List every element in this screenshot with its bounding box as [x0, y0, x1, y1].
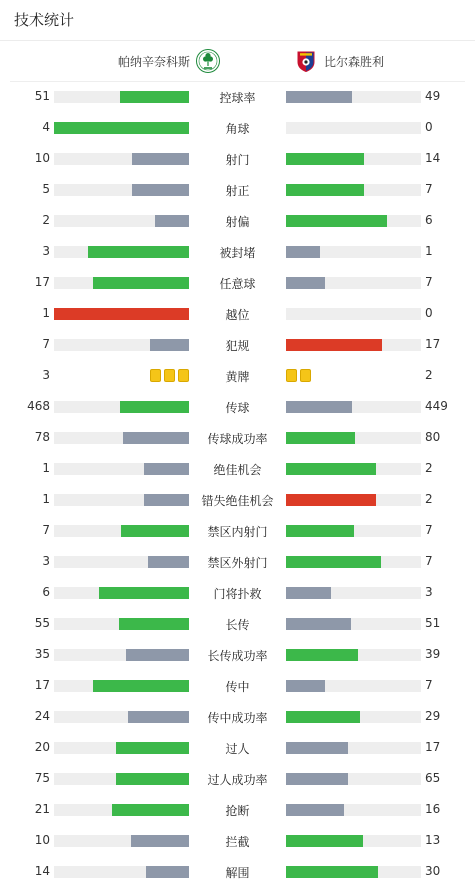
- home-stat-bar-fill: [88, 246, 189, 258]
- stat-row: [0, 205, 475, 236]
- home-stat-bar-fill: [120, 401, 189, 413]
- away-stat-bar-fill: [286, 184, 364, 196]
- away-stat-value: 6: [425, 213, 433, 227]
- stat-label: 犯规: [225, 339, 250, 353]
- away-stat-bar-track: [286, 401, 421, 413]
- away-stat-bar-fill: [286, 339, 382, 351]
- home-stat-bar-track: [54, 866, 189, 878]
- home-stat-bar-track: [54, 122, 189, 134]
- home-stat-bar-fill: [144, 494, 189, 506]
- home-stat-value: 75: [34, 771, 50, 785]
- away-stat-bar-track: [286, 618, 421, 630]
- away-stat-bar-fill: [286, 91, 352, 103]
- home-stat-bar-track: [54, 153, 189, 165]
- home-stat-bar-fill: [54, 308, 189, 320]
- home-stat-value: 17: [34, 275, 50, 289]
- home-stat-bar-track: [54, 494, 189, 506]
- stat-row: [0, 577, 475, 608]
- away-stat-bar-fill: [286, 525, 354, 537]
- stat-label: 角球: [225, 122, 250, 136]
- stat-label: 过人: [225, 742, 250, 756]
- stat-row: [0, 639, 475, 670]
- home-stat-bar-fill: [131, 835, 189, 847]
- away-stat-bar-track: [286, 184, 421, 196]
- away-stat-bar-track: [286, 215, 421, 227]
- stat-row: [0, 484, 475, 515]
- away-stat-bar-fill: [286, 711, 360, 723]
- stat-row: [0, 608, 475, 639]
- home-stat-bar-track: [54, 401, 189, 413]
- away-stat-bar-track: [286, 649, 421, 661]
- stat-row: [0, 422, 475, 453]
- home-stat-bar-track: [54, 308, 189, 320]
- away-stat-bar-track: [286, 339, 421, 351]
- home-stat-bar-track: [54, 463, 189, 475]
- stat-row: [0, 143, 475, 174]
- away-stat-value: 7: [425, 523, 433, 537]
- away-stat-bar-fill: [286, 246, 320, 258]
- stat-row: [0, 174, 475, 205]
- home-stat-value: 14: [34, 864, 50, 878]
- home-stat-bar-track: [54, 587, 189, 599]
- home-stat-bar-track: [54, 339, 189, 351]
- home-stat-bar-fill: [123, 432, 189, 444]
- home-stat-value: 1: [42, 492, 50, 506]
- home-stat-bar-track: [54, 711, 189, 723]
- home-stat-bar-track: [54, 835, 189, 847]
- stat-row: [0, 112, 475, 143]
- home-stat-bar-track: [54, 184, 189, 196]
- stat-label: 射门: [225, 153, 250, 167]
- stat-row: [0, 856, 475, 887]
- away-stat-value: 39: [425, 647, 441, 661]
- home-stat-bar-fill: [144, 463, 189, 475]
- away-stat-bar-track: [286, 742, 421, 754]
- home-stat-bar-track: [54, 618, 189, 630]
- stat-row: [0, 81, 475, 112]
- home-stat-bar-fill: [120, 91, 189, 103]
- stat-row: [0, 825, 475, 856]
- away-stat-bar-fill: [286, 556, 381, 568]
- stat-label: 越位: [225, 308, 250, 322]
- home-stat-value: 468: [27, 399, 50, 413]
- home-stat-bar-fill: [99, 587, 189, 599]
- home-stat-bar-fill: [54, 122, 189, 134]
- stat-row: [0, 360, 475, 391]
- away-stat-value: 0: [425, 306, 433, 320]
- away-stat-value: 30: [425, 864, 441, 878]
- away-stat-bar-track: [286, 773, 421, 785]
- away-stat-bar-track: [286, 463, 421, 475]
- home-stat-bar-track: [54, 525, 189, 537]
- away-stat-bar-fill: [286, 804, 344, 816]
- home-stat-bar-fill: [93, 277, 189, 289]
- home-stat-value: 2: [42, 213, 50, 227]
- home-stat-value: 1: [42, 306, 50, 320]
- away-stat-value: 80: [425, 430, 441, 444]
- yellow-card-icon: [300, 369, 311, 382]
- away-stat-bar-track: [286, 308, 421, 320]
- away-stat-bar-fill: [286, 773, 348, 785]
- away-stat-value: 3: [425, 585, 433, 599]
- home-team-name: 帕纳辛奈科斯: [117, 54, 190, 69]
- away-stat-bar-fill: [286, 742, 348, 754]
- away-stat-value: 7: [425, 678, 433, 692]
- home-stat-bar-fill: [146, 866, 189, 878]
- away-yellow-cards: [286, 369, 311, 382]
- home-stat-value: 17: [34, 678, 50, 692]
- home-stat-bar-fill: [116, 742, 189, 754]
- home-stat-bar-fill: [116, 773, 189, 785]
- viktoria-plzen-crest-logo-icon: [294, 49, 318, 73]
- away-stat-bar-track: [286, 804, 421, 816]
- away-stat-value: 16: [425, 802, 441, 816]
- away-stat-value: 7: [425, 182, 433, 196]
- yellow-card-icon: [178, 369, 189, 382]
- home-stat-bar-track: [54, 277, 189, 289]
- away-stat-value: 29: [425, 709, 441, 723]
- away-team-name: 比尔森胜利: [324, 54, 385, 69]
- home-stat-bar-track: [54, 556, 189, 568]
- stat-label: 门将扑救: [213, 587, 262, 601]
- home-stat-value: 10: [34, 151, 50, 165]
- stat-row: [0, 515, 475, 546]
- home-stat-bar-fill: [128, 711, 189, 723]
- stat-label: 禁区外射门: [207, 556, 268, 570]
- away-stat-bar-track: [286, 866, 421, 878]
- away-stat-bar-fill: [286, 835, 363, 847]
- stat-row: [0, 236, 475, 267]
- home-stat-value: 51: [34, 89, 50, 103]
- stat-label: 传球: [225, 401, 250, 415]
- stat-label: 控球率: [219, 91, 256, 105]
- home-stat-value: 55: [34, 616, 50, 630]
- stat-label: 任意球: [219, 277, 256, 291]
- away-stat-bar-track: [286, 246, 421, 258]
- away-stat-bar-fill: [286, 618, 351, 630]
- stat-row: [0, 267, 475, 298]
- away-stat-bar-track: [286, 432, 421, 444]
- stat-row: [0, 701, 475, 732]
- stat-label: 传球成功率: [207, 432, 268, 446]
- away-stat-value: 1: [425, 244, 433, 258]
- home-stat-bar-track: [54, 91, 189, 103]
- away-stat-bar-track: [286, 153, 421, 165]
- stat-label: 错失绝佳机会: [201, 494, 274, 508]
- home-stat-value: 7: [42, 523, 50, 537]
- away-stat-bar-fill: [286, 587, 331, 599]
- yellow-card-icon: [164, 369, 175, 382]
- home-stat-value: 3: [42, 368, 50, 382]
- home-yellow-cards: [150, 369, 189, 382]
- home-stat-value: 6: [42, 585, 50, 599]
- away-team[interactable]: [294, 49, 384, 73]
- stat-label: 长传成功率: [207, 649, 268, 663]
- home-stat-value: 5: [42, 182, 50, 196]
- away-stat-value: 2: [425, 368, 433, 382]
- stat-row: [0, 670, 475, 701]
- stat-label: 传中成功率: [207, 711, 268, 725]
- away-stat-bar-track: [286, 587, 421, 599]
- away-stat-value: 17: [425, 337, 441, 351]
- home-stat-bar-track: [54, 742, 189, 754]
- home-stat-bar-track: [54, 649, 189, 661]
- stat-row: [0, 732, 475, 763]
- away-stat-bar-track: [286, 835, 421, 847]
- away-stat-bar-track: [286, 494, 421, 506]
- away-stat-bar-track: [286, 525, 421, 537]
- yellow-card-icon: [150, 369, 161, 382]
- home-stat-bar-fill: [150, 339, 189, 351]
- home-stat-value: 7: [42, 337, 50, 351]
- away-stat-bar-fill: [286, 649, 358, 661]
- home-stat-bar-track: [54, 680, 189, 692]
- team-header: [10, 41, 465, 82]
- stat-row: [0, 453, 475, 484]
- away-stat-bar-fill: [286, 215, 387, 227]
- home-stat-value: 4: [42, 120, 50, 134]
- away-stat-bar-track: [286, 277, 421, 289]
- away-stat-value: 2: [425, 461, 433, 475]
- away-stat-bar-track: [286, 91, 421, 103]
- home-stat-value: 3: [42, 554, 50, 568]
- home-stat-bar-fill: [93, 680, 189, 692]
- away-stat-bar-track: [286, 711, 421, 723]
- stat-label: 拦截: [225, 835, 250, 849]
- stat-row: [0, 763, 475, 794]
- home-stat-value: 10: [34, 833, 50, 847]
- stat-row: [0, 391, 475, 422]
- stat-row: [0, 298, 475, 329]
- home-stat-bar-fill: [132, 184, 189, 196]
- away-stat-value: 449: [425, 399, 448, 413]
- away-stat-value: 2: [425, 492, 433, 506]
- stat-label: 射偏: [225, 215, 250, 229]
- stat-row: [0, 794, 475, 825]
- stat-row: [0, 329, 475, 360]
- home-stat-bar-track: [54, 804, 189, 816]
- home-stat-value: 1: [42, 461, 50, 475]
- home-stat-bar-track: [54, 773, 189, 785]
- away-stat-bar-fill: [286, 401, 352, 413]
- stat-label: 抢断: [225, 804, 250, 818]
- stat-label: 禁区内射门: [207, 525, 268, 539]
- home-stat-bar-fill: [112, 804, 189, 816]
- home-stat-value: 24: [34, 709, 50, 723]
- away-stat-bar-fill: [286, 463, 376, 475]
- home-stat-value: 35: [34, 647, 50, 661]
- home-stat-bar-track: [54, 215, 189, 227]
- away-stat-bar-fill: [286, 432, 355, 444]
- stats-section-title: 技术统计: [0, 0, 475, 41]
- stat-row: [0, 546, 475, 577]
- away-stat-bar-fill: [286, 153, 364, 165]
- away-stat-value: 49: [425, 89, 441, 103]
- home-stat-value: 3: [42, 244, 50, 258]
- home-stat-bar-track: [54, 246, 189, 258]
- stat-label: 过人成功率: [207, 773, 268, 787]
- home-stat-bar-fill: [155, 215, 189, 227]
- away-stat-bar-track: [286, 122, 421, 134]
- home-stat-value: 78: [34, 430, 50, 444]
- panathinaikos-shamrock-logo-icon: [196, 49, 220, 73]
- stat-label: 黄牌: [225, 370, 250, 384]
- away-stat-value: 51: [425, 616, 441, 630]
- stats-list: [0, 81, 475, 887]
- stat-label: 绝佳机会: [213, 463, 262, 477]
- home-stat-bar-fill: [148, 556, 189, 568]
- away-stat-bar-fill: [286, 866, 378, 878]
- home-stat-bar-fill: [121, 525, 189, 537]
- away-stat-value: 7: [425, 554, 433, 568]
- home-stat-bar-track: [54, 432, 189, 444]
- stat-label: 被封堵: [219, 246, 256, 260]
- home-team[interactable]: [118, 49, 220, 73]
- away-stat-bar-fill: [286, 277, 325, 289]
- home-stat-bar-fill: [132, 153, 189, 165]
- away-stat-value: 17: [425, 740, 441, 754]
- away-stat-value: 0: [425, 120, 433, 134]
- away-stat-value: 65: [425, 771, 441, 785]
- stat-label: 射正: [225, 184, 250, 198]
- away-stat-value: 13: [425, 833, 441, 847]
- home-stat-value: 21: [34, 802, 50, 816]
- home-stat-bar-fill: [126, 649, 189, 661]
- stat-label: 传中: [225, 680, 250, 694]
- home-stat-bar-fill: [119, 618, 189, 630]
- stat-label: 长传: [225, 618, 250, 632]
- away-stat-value: 14: [425, 151, 441, 165]
- away-stat-value: 7: [425, 275, 433, 289]
- home-stat-value: 20: [34, 740, 50, 754]
- away-stat-bar-track: [286, 680, 421, 692]
- away-stat-bar-fill: [286, 494, 376, 506]
- away-stat-bar-track: [286, 556, 421, 568]
- stat-label: 解围: [225, 866, 250, 880]
- yellow-card-icon: [286, 369, 297, 382]
- away-stat-bar-fill: [286, 680, 325, 692]
